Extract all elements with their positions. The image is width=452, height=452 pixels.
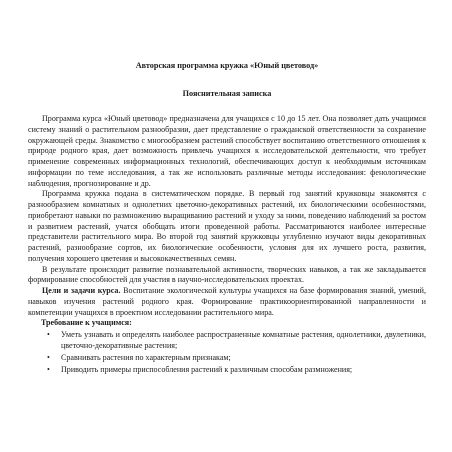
program-paragraph: Программа кружка подана в систематическом порядке. В первый год занятий кружковцы знакомятся с разнообразием комнатных и однолетних цветочно-декоративных растений, их биологическими особенностями, приобретают навыки по размножению выращиванию растений и уходу за ними, поведению наблюдений за ростом и развитием растений, учатся обобщать итоги проведенной работы. Рассматриваются наиболее интересные представители растительного мира. Во второй год занятий кружковцы углубленно изучают виды декоративных растений, разнообразие сортов, их биологические особенности, условия для их лучшего роста, развития, получения хорошего цветения и высококачественных семян. [28, 189, 426, 263]
goals-label: Цели и задачи курса. [42, 286, 121, 295]
list-item-text: Уметь узнавать и определять наиболее распространенные комнатные растения, однолетники, двулетники, цветочно-декоративные растения; [61, 330, 426, 350]
result-paragraph: В результате происходит развитие познавательной активности, творческих навыков, а так же закладывается формирование способностей для участия в научно-исследовательских проектах. [28, 264, 426, 285]
list-item [28, 353, 426, 364]
bullet-icon: • [47, 330, 50, 339]
document-title: Авторская программа кружка «Юный цветовод» [135, 61, 319, 70]
requirements-heading: Требование к учащимся: [41, 318, 132, 328]
list-item [28, 330, 426, 352]
intro-paragraph: Программа курса «Юный цветовод» предназначена для учащихся с 10 до 15 лет. Она позволяет дать учащимся систему знаний о растительном разнообразии, дает представление о гражданской ответственности за сохранение окружающей среды. Знакомство с многообразием растений способствует воспитанию ответственного отношения к природе родного края, дает возможность привлечь учащихся к исследовательской деятельности, что требует применение современных информационных технологий, обеспечивающих доступ к необходимым источникам информации по теме исследования, а так же использовать различные методы исследования: фенологические наблюдения, прогнозирование и др. [28, 114, 426, 188]
bullet-icon: • [47, 365, 50, 375]
document-page [28, 60, 426, 378]
list-item-text: Сравнивать растения по характерным признакам; [61, 353, 231, 362]
document-subtitle: Пояснительная записка [182, 89, 272, 98]
bullet-icon: • [47, 353, 50, 362]
list-item-text: Приводить примеры приспособления растений к различным способам размножения; [61, 365, 353, 375]
goals-paragraph [28, 286, 426, 318]
list-item [28, 365, 426, 376]
requirements-list [28, 330, 426, 376]
goals-text: Воспитание экологической культуры учащихся на базе формирования знаний, умений, навыков изучения растений родного края. Формирование практикоориентированной направленности и компетенции учащихся в проектном исследовании растительного мира. [28, 286, 426, 317]
